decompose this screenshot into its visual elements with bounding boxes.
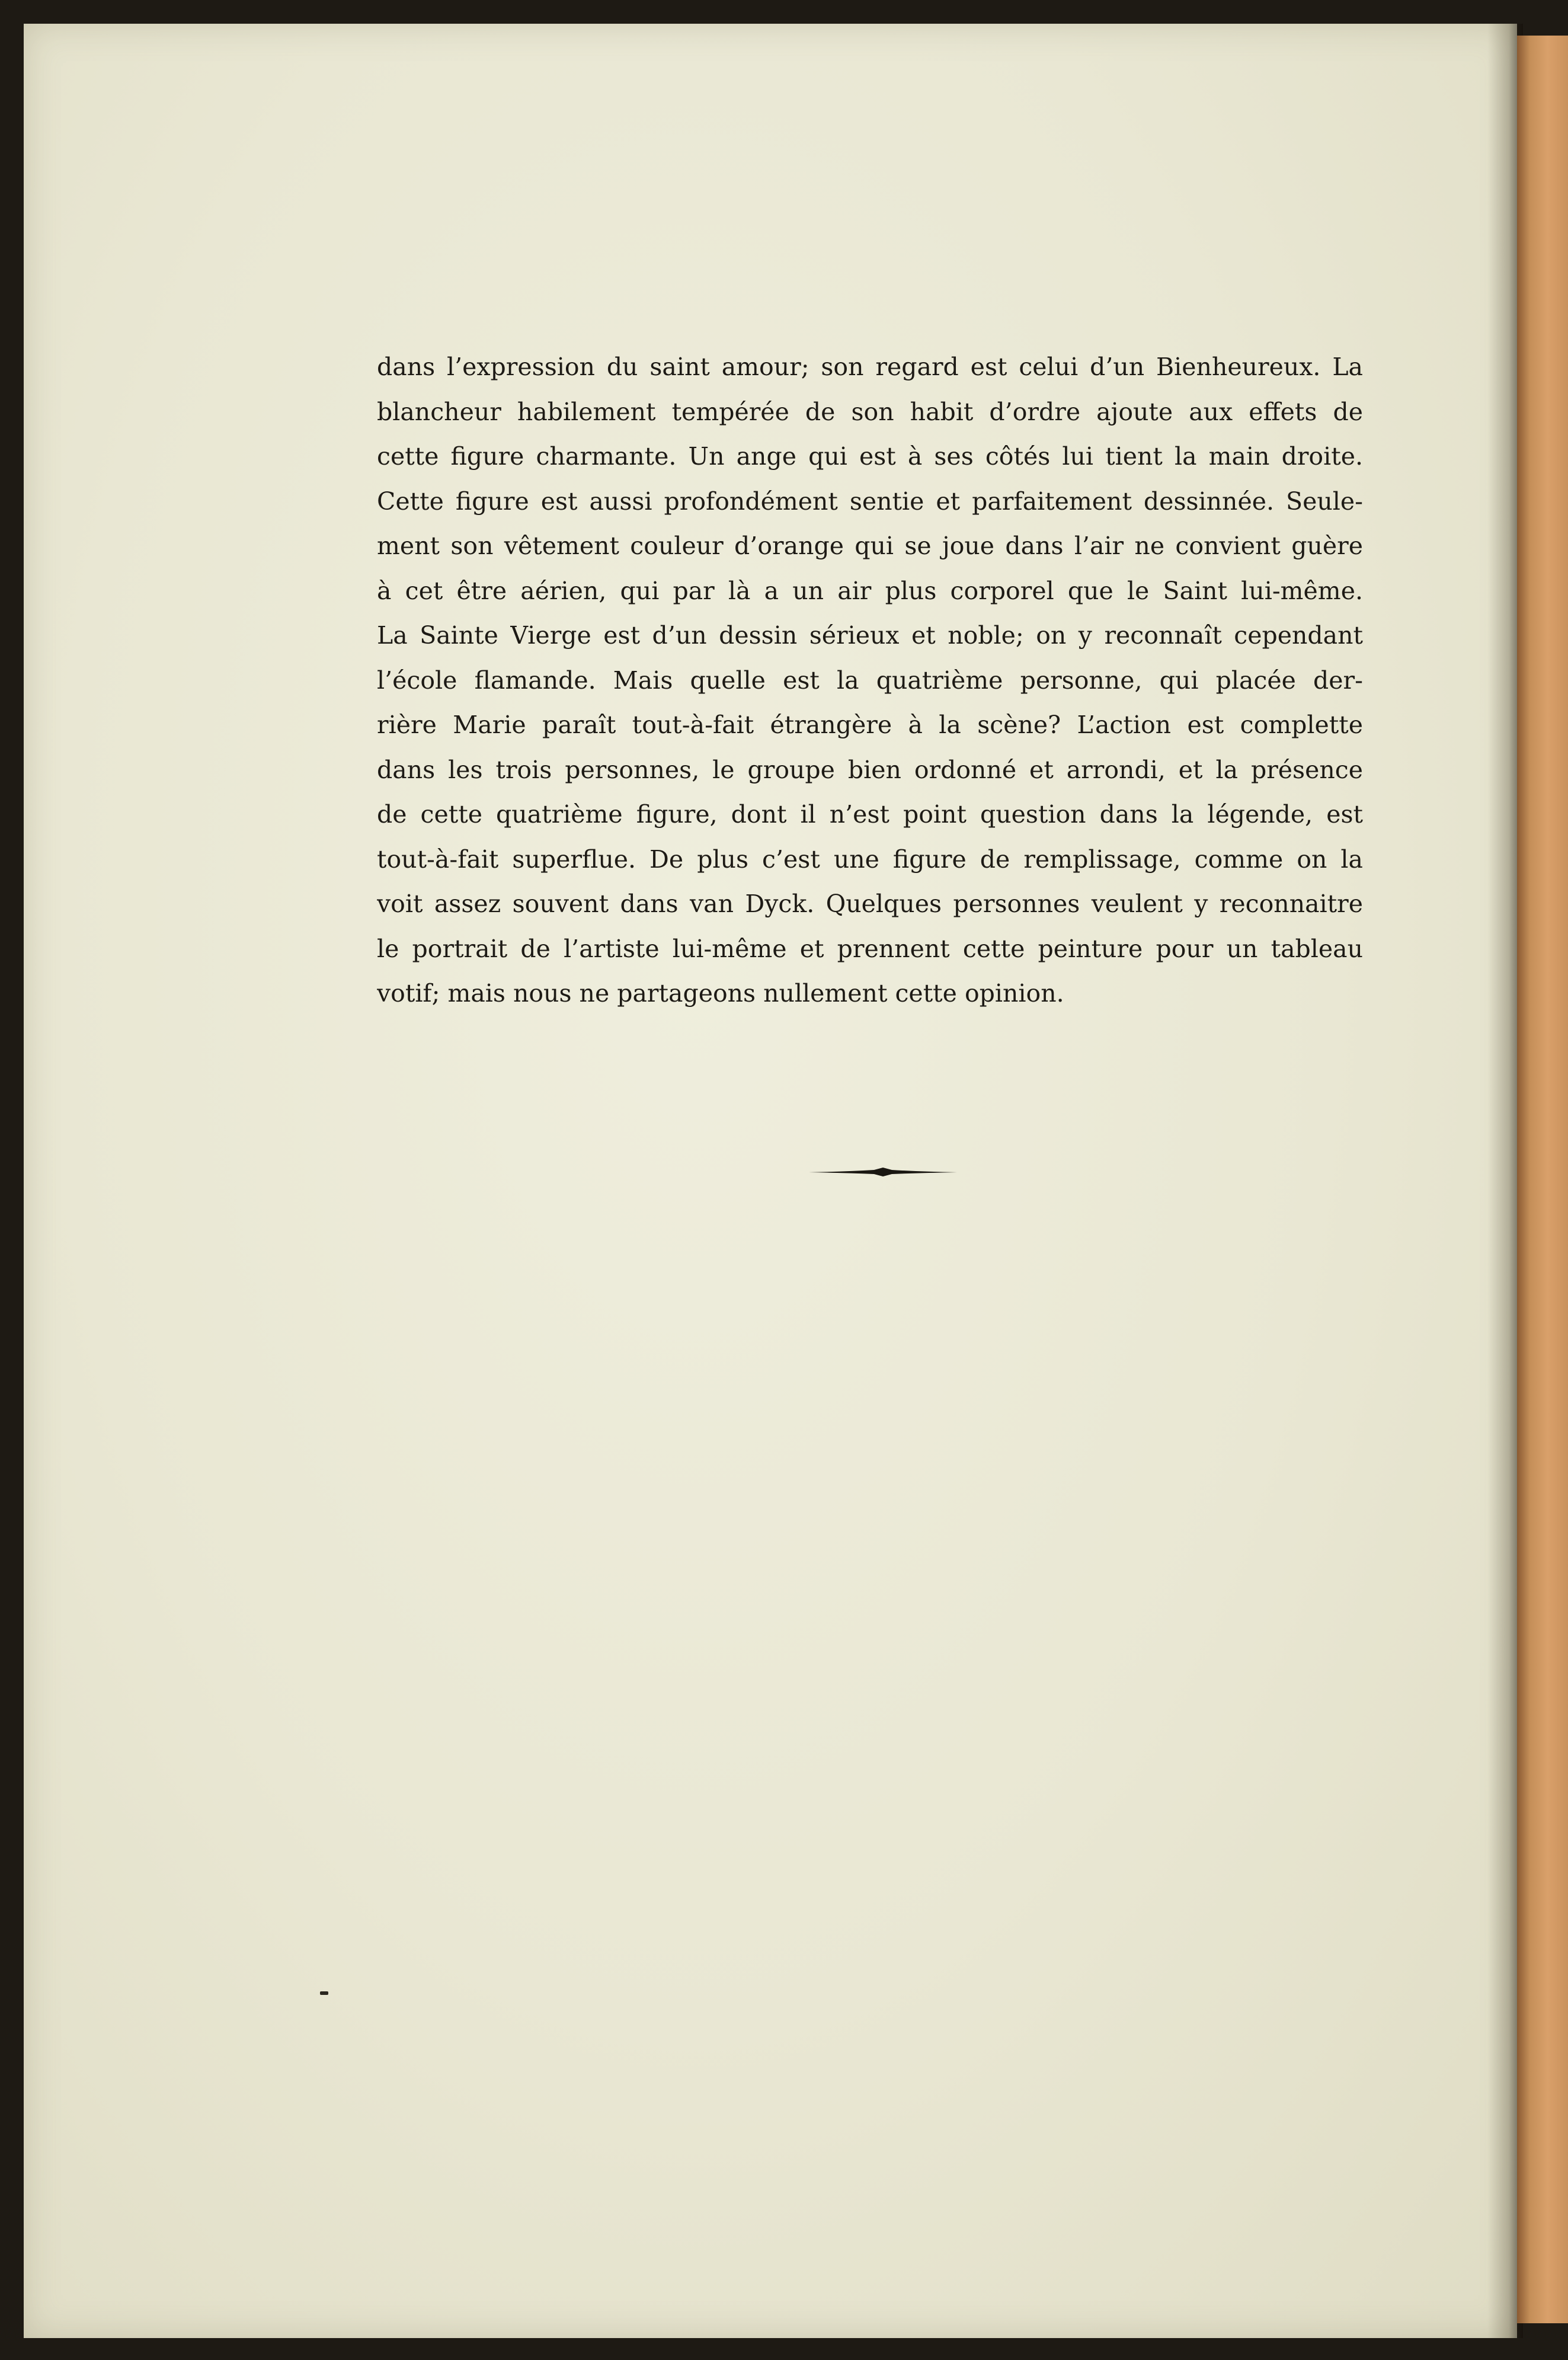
text-line: de cette quatrième figure, dont il n’est point question dans la légende, est xyxy=(377,800,1363,829)
text-line: dans l’expression du saint amour; son regard est celui d’un Bienheureux. La xyxy=(377,353,1363,381)
text-line: dans les trois personnes, le groupe bien ordonné et arrondi, et la présence xyxy=(377,755,1363,784)
text-line: à cet être aérien, qui par là a un air plus corporel que le Saint lui-même. xyxy=(377,576,1363,605)
text-line: ment son vêtement couleur d’orange qui se joue dans l’air ne convient guère xyxy=(377,532,1363,560)
text-line: rière Marie paraît tout-à-fait étrangère à la scène? L’action est complette xyxy=(377,711,1363,739)
text-line: La Sainte Vierge est d’un dessin sérieux et noble; on y reconnaît cependant xyxy=(377,621,1363,650)
section-end-ornament xyxy=(809,1166,957,1178)
body-paragraph xyxy=(377,345,1363,1016)
ink-speck xyxy=(320,1991,328,1995)
text-line: voit assez souvent dans van Dyck. Quelques personnes veulent y reconnaitre xyxy=(377,890,1363,918)
text-line: cette figure charmante. Un ange qui est à ses côtés lui tient la main droite. xyxy=(377,442,1363,471)
text-line: l’école flamande. Mais quelle est la quatrième personne, qui placée der- xyxy=(377,666,1363,695)
text-line: tout-à-fait superflue. De plus c’est une figure de remplissage, comme on la xyxy=(377,845,1363,874)
text-line: votif; mais nous ne partageons nullement cette opinion. xyxy=(377,979,1064,1008)
text-line: Cette figure est aussi profondément sentie et parfaitement dessinnée. Seule- xyxy=(377,487,1363,516)
text-line: le portrait de l’artiste lui-même et prennent cette peinture pour un tableau xyxy=(377,934,1363,963)
next-page-edge xyxy=(1517,36,1568,2323)
text-line: blancheur habilement tempérée de son habit d’ordre ajoute aux effets de xyxy=(377,397,1363,426)
